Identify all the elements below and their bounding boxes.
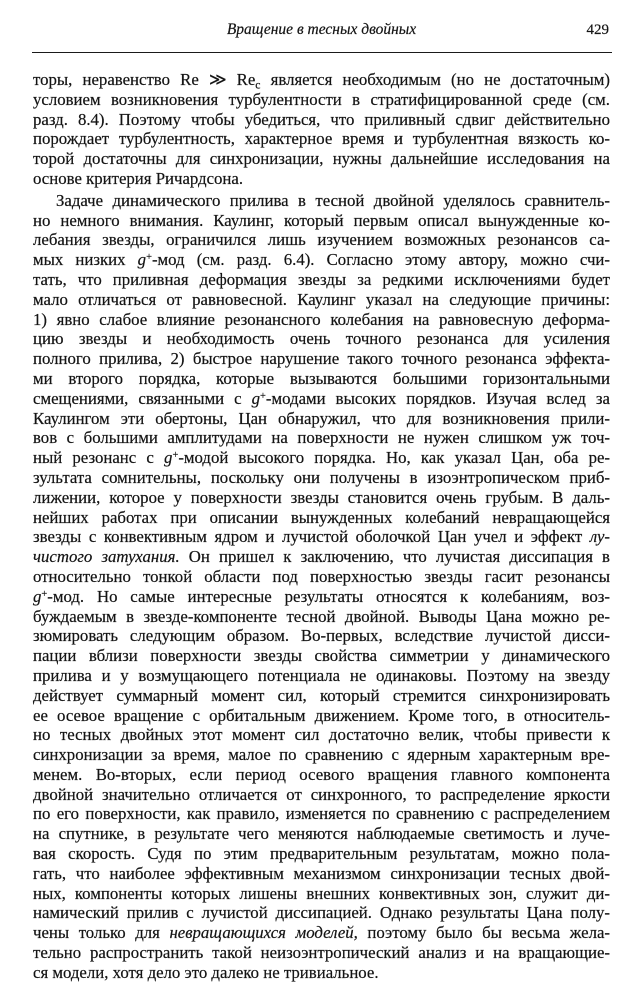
text-line: ми второго порядка, которые вызываются большими горизонтальными xyxy=(33,368,610,388)
text-line: вая скорость. Судя по этим предварительным результатам, можно пола- xyxy=(33,844,610,864)
text-line: Каулингом эти обертоны, Цан обнаружил, что для возникновения прили- xyxy=(33,408,610,428)
paragraph xyxy=(33,191,610,983)
superscript: + xyxy=(41,588,48,600)
text-line: основе критерия Ричардсона. xyxy=(33,168,244,188)
text-line: прилива и у возмущающего потенциала не одинаковы. Поэтому на звезду xyxy=(33,665,610,685)
text-line: синхронизации за время, малое по сравнению с ядерным характерным вре- xyxy=(33,745,610,765)
text-line xyxy=(33,70,610,90)
text-line: ся модели, хотя дело это далеко не тривиальное. xyxy=(33,962,379,982)
text-line: на спутнике, в результате чего меняются наблюдаемые светимость и луче- xyxy=(33,824,610,844)
text-line: по его поверхности, как правило, изменяется по сравнению с распределением xyxy=(33,804,610,824)
text-line: ных, компоненты которых лишены внешних конвективных зон, служит ди- xyxy=(33,883,610,903)
text-line: полного прилива, 2) быстрое нарушение такого точного резонанса эффекта- xyxy=(33,349,610,369)
line-text: -модой высокого порядка. Но, как указал Цан, оба ре- xyxy=(178,448,610,468)
line-text: чены только для xyxy=(33,923,170,943)
text-line: цию звезды и необходимость очень точного резонанса для усиления xyxy=(33,329,610,349)
text-line: намический прилив с лучистой диссипацией. Однако результаты Цана полу- xyxy=(33,903,610,923)
text-line: менем. Во-вторых, если период осевого вращения главного компонента xyxy=(33,764,610,784)
italic-text: g xyxy=(164,448,173,468)
text-line: зультата сомнительны, поскольку они получены в изоэнтропическом приб- xyxy=(33,467,610,487)
text-line: буждаемым в звезде-компоненте тесной двойной. Выводы Цана можно ре- xyxy=(33,606,610,626)
italic-text: чистого затухания. xyxy=(33,547,180,567)
superscript: + xyxy=(172,449,179,461)
text-line: пации вблизи поверхности звезды свойства симметрии у динамического xyxy=(33,646,610,666)
text-line xyxy=(33,389,610,409)
text-line: нейших работах при описании вынужденных колебаний невращающейся xyxy=(33,507,610,527)
text-line: тельно распространить такой неизоэнтропический анализ и на вращающие- xyxy=(33,943,610,963)
text-line: зюмировать следующим образом. Во-первых, вследствие лучистой дисси- xyxy=(33,626,610,646)
text-line: лижении, которое у поверхности звезды становится очень грубым. В даль- xyxy=(33,487,610,507)
line-text: ный резонанс с xyxy=(33,448,165,468)
text-line: порождает турбулентность, характерное время и турбулентная вязкость ко- xyxy=(33,129,610,149)
line-text: мых низких xyxy=(33,250,138,270)
line-text: -модами высоких порядков. Изучая вслед за xyxy=(265,388,610,408)
line-text: -мод. Но самые интересные результаты относятся к колебаниям, воз- xyxy=(47,586,610,606)
text-line: разд. 8.4). Поэтому чтобы убедиться, что приливный сдвиг действительно xyxy=(33,109,610,129)
text-line: мало отличаться от равновесной. Каулинг указал на следующие причины: xyxy=(33,289,610,309)
line-text: поэтому было бы весьма жела- xyxy=(357,923,610,943)
line-text: смещениями, связанными с xyxy=(33,388,252,408)
text-line: вов с большими амплитудами на поверхности не нужен слишком уж точ- xyxy=(33,428,610,448)
text-line xyxy=(33,587,610,607)
line-text: Он пришел к заключению, что лучистая диссипация в xyxy=(179,547,610,567)
text-line: действует суммарный момент сил, который стремится синхронизировать xyxy=(33,685,610,705)
text-line: условием возникновения турбулентности в стратифицированной среде (см. xyxy=(33,89,610,109)
text-line: Задаче динамического прилива в тесной двойной уделялось сравнитель- xyxy=(56,190,610,210)
line-text: торы, неравенство Re ≫ Re xyxy=(33,70,256,89)
running-head: Вращение в тесных двойных xyxy=(226,21,417,38)
line-text: является необходимым (но не достаточным) xyxy=(260,70,611,89)
text-line: тать, что приливная деформация звезды за редкими исключениями будет xyxy=(33,269,610,289)
text-line: 1) явно слабое влияние резонансного колебания на равновесную деформа- xyxy=(33,309,610,329)
line-text: -мод (см. разд. 6.4). Согласно этому автору, можно счи- xyxy=(151,250,610,270)
italic-text: невращающихся моделей, xyxy=(169,923,358,943)
text-line xyxy=(33,250,610,270)
text-line: но немного внимания. Каулинг, который первым описал вынужденные ко- xyxy=(33,210,610,230)
italic-text: g xyxy=(251,388,261,408)
header-rule xyxy=(32,52,612,53)
text-line: торой достаточны для синхронизации, нужны дальнейшие исследования на xyxy=(33,149,610,169)
superscript: + xyxy=(146,251,152,263)
text-line xyxy=(33,547,610,567)
italic-text: g xyxy=(137,250,147,270)
line-text: звезды с конвективным ядром и лучистой оболочкой Цан учел и эффект xyxy=(33,527,590,547)
italic-text: лу- xyxy=(589,527,610,547)
text-line xyxy=(33,448,610,468)
paragraph xyxy=(33,70,610,189)
page-number: 429 xyxy=(586,22,609,38)
superscript: + xyxy=(260,390,266,402)
text-line xyxy=(33,923,610,943)
text-line xyxy=(33,527,610,547)
text-line: лебания звезды, ограничился лишь изучением возможных резонансов са- xyxy=(33,230,610,250)
text-line: ее осевое вращение с орбитальным движением. Кроме того, в относитель- xyxy=(33,705,610,725)
italic-text: g xyxy=(33,586,42,606)
text-line: но тесных двойных этот момент сил достаточно велик, чтобы привести к xyxy=(33,725,610,745)
page-body xyxy=(33,70,610,983)
text-line: гать, что наиболее эффективным механизмом синхронизации тесных двой- xyxy=(33,863,610,883)
text-line: двойной значительно отличается от синхронного, то распределение яркости xyxy=(33,784,610,804)
subscript: c xyxy=(255,78,261,92)
text-line: относительно тонкой области под поверхностью звезды гасит резонансы xyxy=(33,566,610,586)
